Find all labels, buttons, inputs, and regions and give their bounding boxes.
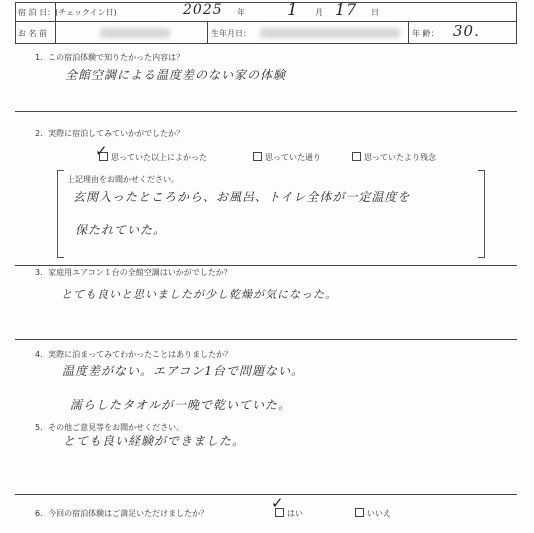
q2-question: 2．実際に宿泊してみていかがでしたか？: [35, 129, 185, 138]
header-name-divider: [207, 21, 208, 43]
birthdate-redacted: [260, 28, 400, 38]
birthdate-label: 生年月日：: [211, 29, 251, 38]
age-value: 30.: [453, 22, 480, 40]
header-top-border: [15, 2, 517, 3]
q4-answer-line2: 濡らしたタオルが一晩で乾いていた。: [70, 398, 292, 412]
reason-bracket-left: [57, 170, 64, 258]
stay-year-value: 2025: [183, 2, 223, 18]
survey-sheet: [15, 0, 517, 533]
q6-checkmark-icon: ✓: [271, 494, 284, 512]
q2-checkmark-icon: ✓: [95, 142, 108, 160]
header-bottom-border: [15, 43, 517, 44]
age-label: 年 齢：: [412, 29, 439, 38]
q2-reason-label: 上記理由をお聞かせください。: [67, 175, 179, 184]
q5-answer: とても良い経験ができました。: [63, 434, 246, 448]
q2-option-expected-label: 思っていた通り: [265, 153, 321, 162]
q2-reason-line1: 玄関入ったところから、お風呂、トイレ全体が一定温度を: [73, 190, 411, 204]
q1-answer: 全館空調による温度差のない家の体験: [65, 68, 287, 82]
name-label: お 名 前: [18, 29, 48, 38]
q6-option-no[interactable]: [355, 508, 391, 519]
q2-checkbox-disappointing[interactable]: [352, 152, 361, 161]
name-redacted: [100, 28, 170, 38]
q4-answer-line1: 温度差がない。エアコン1台で問題ない。: [62, 364, 305, 378]
q6-option-yes-label: はい: [287, 509, 303, 518]
q2-checkbox-expected[interactable]: [253, 152, 262, 161]
q6-checkbox-no[interactable]: [355, 508, 364, 517]
q4-question: 4．実際に泊まってみてわかったことはありましたか？: [35, 350, 233, 359]
q2-option-better-label: 思っていた以上によかった: [111, 153, 207, 162]
q3-divider: [15, 339, 517, 340]
header-age-divider: [408, 21, 409, 43]
q2-option-disappointing[interactable]: [352, 152, 436, 163]
q6-option-no-label: いいえ: [367, 509, 391, 518]
q2-option-disappointing-label: 思っていたより残念: [364, 153, 436, 162]
year-label: 年: [237, 8, 245, 17]
q2-option-expected[interactable]: [253, 152, 321, 163]
q2-reason-line2: 保たれていた。: [75, 223, 167, 237]
month-label: 月: [315, 8, 323, 17]
q3-answer: とても良いと思いましたが少し乾燥が気になった。: [61, 288, 337, 301]
q2-divider: [15, 265, 517, 266]
header-right-border: [516, 2, 517, 43]
stay-day-value: 17: [335, 0, 358, 19]
q5-question: 5．その他ご意見等をお聞かせください。: [35, 423, 185, 432]
stay-date-label: 宿 泊 日：(チェックイン日): [18, 8, 117, 17]
q1-question: 1．この宿泊体験で知りたかった内容は？: [35, 53, 185, 62]
q6-question: 6．今回の宿泊体験はご満足いただけましたか？: [35, 509, 209, 518]
q5-divider: [15, 494, 517, 495]
reason-bracket-right: [478, 170, 485, 258]
q1-divider: [15, 111, 517, 112]
q2-option-better[interactable]: [99, 152, 207, 163]
day-label: 日: [371, 8, 379, 17]
header-left-border: [15, 2, 16, 43]
q3-question: 3．家庭用エアコン１台の全館空調はいかがでしたか？: [35, 268, 232, 277]
header-row-divider: [15, 21, 517, 22]
stay-month-value: 1: [287, 0, 299, 20]
